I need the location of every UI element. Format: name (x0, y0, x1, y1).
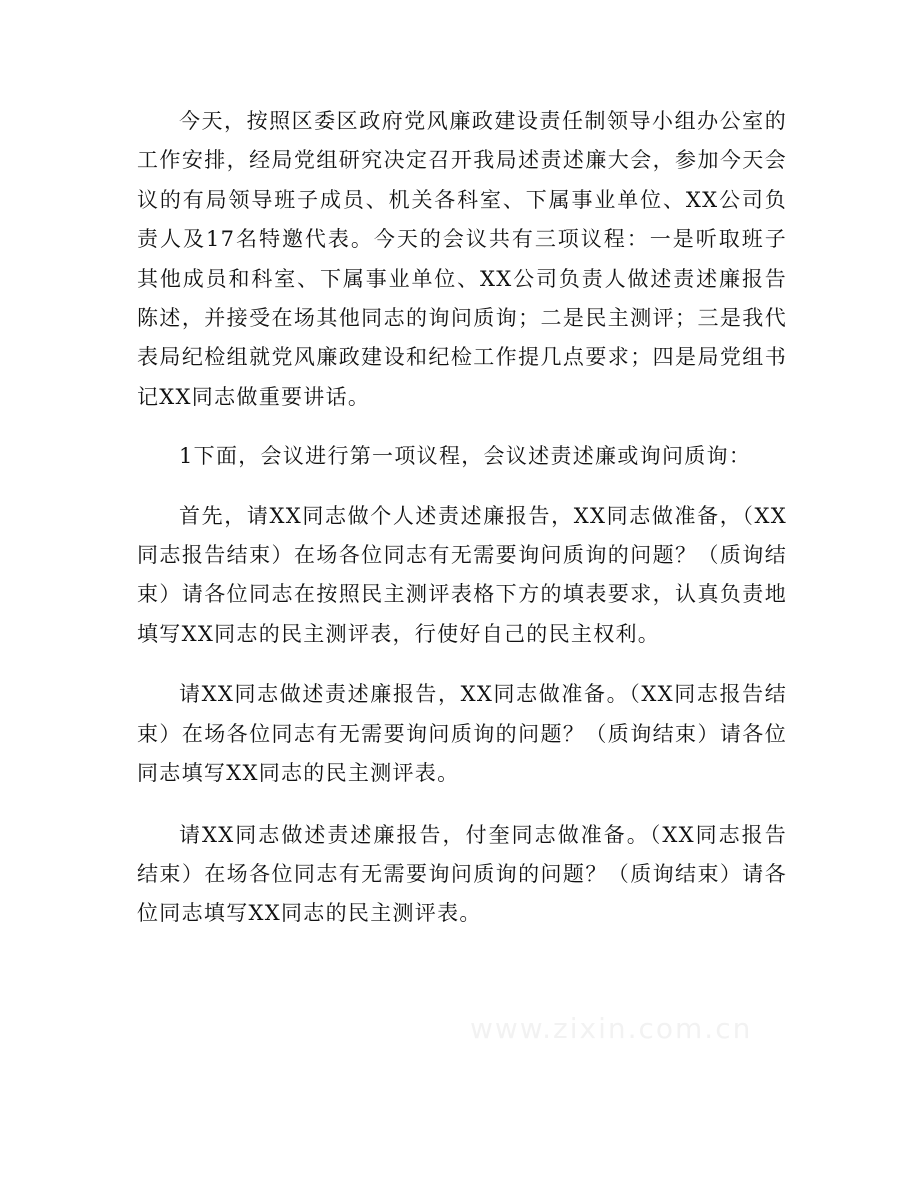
document-body (137, 102, 787, 956)
paragraph-third-report: 请XX同志做述责述廉报告，付奎同志做准备。（XX同志报告结束）在场各位同志有无需要询问质询的问题？（质询结束）请各位同志填写XX同志的民主测评表。 (137, 822, 787, 926)
watermark: www.zixin.com.cn (470, 1012, 753, 1045)
paragraph-second-report: 请XX同志做述责述廉报告，XX同志做准备。（XX同志报告结束）在场各位同志有无需要询问质询的问题？（质询结束）请各位同志填写XX同志的民主测评表。 (137, 682, 787, 786)
paragraph-first-report: 首先，请XX同志做个人述责述廉报告，XX同志做准备，（XX同志报告结束）在场各位同志有无需要询问质询的问题？（质询结束）请各位同志在按照民主测评表格下方的填表要求，认真负责地填写XX同志的民主测评表，行使好自己的民主权利。 (137, 503, 787, 646)
paragraph-agenda-item-1: 1下面，会议进行第一项议程，会议述责述廉或询问质询： (179, 444, 752, 469)
paragraph-opening: 今天，按照区委区政府党风廉政建设责任制领导小组办公室的工作安排，经局党组研究决定召开我局述责述廉大会，参加今天会议的有局领导班子成员、机关各科室、下属事业单位、XX公司负责人及17名特邀代表。今天的会议共有三项议程：一是听取班子其他成员和科室、下属事业单位、XX公司负责人做述责述廉报告陈述，并接受在场其他同志的询问质询；二是民主测评；三是我代表局纪检组就党风廉政建设和纪检工作提几点要求；四是局党组书记XX同志做重要讲话。 (137, 109, 787, 409)
